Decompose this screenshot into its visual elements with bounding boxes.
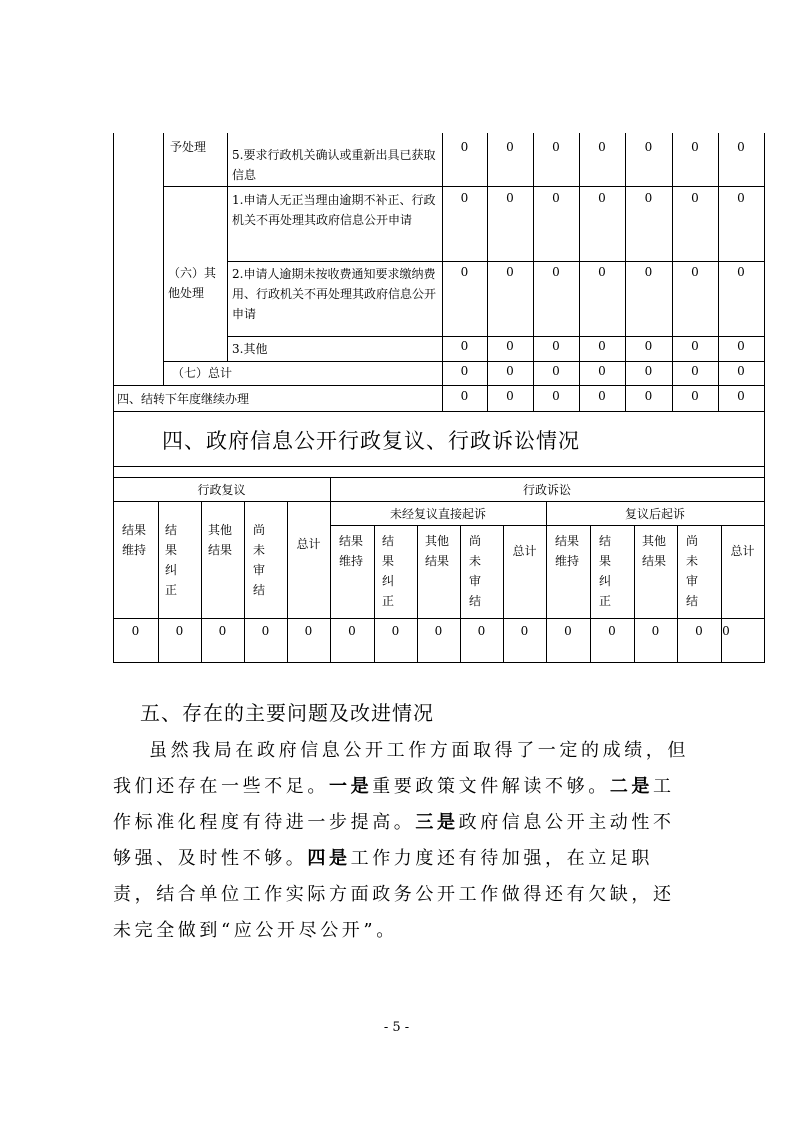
value-cell: 0 (737, 140, 745, 154)
value-cell: 0 (564, 624, 572, 638)
value-cell: 0 (506, 339, 514, 353)
header-review: 行政复议 (197, 483, 246, 497)
page-number: - 5 - (383, 1020, 410, 1035)
value-cell: 0 (598, 339, 606, 353)
value-cell: 0 (552, 389, 560, 403)
point-one-text: 重要政策文件解读不够。 (372, 776, 610, 797)
header-litigation: 行政诉讼 (522, 483, 571, 497)
col-header-total: 总计 (730, 544, 755, 558)
value-cell: 0 (552, 265, 560, 279)
col-header-pending: 尚未审结 (469, 534, 482, 608)
value-cell: 0 (348, 624, 356, 638)
value-cell: 0 (737, 265, 745, 279)
value-cell: 0 (506, 191, 514, 205)
value-cell: 0 (506, 389, 514, 403)
row-label: 2.申请人逾期未按收费通知要求缴纳费用、行政机关不再处理其政府信息公开申请 (232, 267, 437, 321)
row-label-total: （七）总计 (172, 366, 233, 380)
value-cell: 0 (598, 364, 606, 378)
header-after-review: 复议后起诉 (624, 507, 685, 521)
point-two-label: 二是 (609, 776, 654, 797)
row-label-carryover: 四、结转下年度继续办理 (117, 392, 250, 406)
section5-paragraph (113, 733, 693, 949)
col-header-maintain: 结果维持 (122, 523, 147, 557)
value-cell: 0 (644, 140, 653, 154)
value-cell: 0 (460, 364, 469, 378)
col-header-other: 其他结果 (208, 523, 233, 557)
value-cell: 0 (644, 364, 653, 378)
value-cell: 0 (261, 624, 270, 638)
value-cell: 0 (691, 191, 699, 205)
value-cell: 0 (506, 265, 514, 279)
value-cell: 0 (460, 339, 469, 353)
value-cell: 0 (552, 191, 560, 205)
col-header-pending: 尚未审结 (686, 534, 699, 608)
value-cell: 0 (598, 265, 606, 279)
point-four-text: 工作力度还有待加强，在立足职责，结合单位工作实际方面政务公开工作做得还有欠缺，还未完全做到“应公开尽公开”。 (113, 848, 675, 941)
col-header-other: 其他结果 (642, 534, 667, 568)
value-cell: 0 (695, 624, 703, 638)
row-label: 3.其他 (232, 342, 268, 356)
col-header-correct: 结果纠正 (599, 534, 612, 608)
row-label: 5.要求行政机关确认或重新出具已获取信息 (232, 148, 436, 182)
value-cell: 0 (691, 339, 699, 353)
header-direct-suit: 未经复议直接起诉 (389, 507, 486, 521)
col-header-other: 其他结果 (425, 534, 450, 568)
point-three-label: 三是 (415, 812, 459, 833)
value-cell: 0 (460, 265, 469, 279)
col-header-pending: 尚未审结 (253, 523, 266, 597)
value-cell: 0 (651, 624, 660, 638)
group-label-yu-chuli: 予处理 (170, 140, 207, 154)
group-label-other-processing: （六）其他处理 (168, 266, 217, 300)
section5-heading: 五、存在的主要问题及改进情况 (140, 701, 434, 725)
value-cell: 0 (434, 624, 443, 638)
point-two-text: 工作标准化程度有待进一步提高。 (113, 776, 675, 833)
value-cell: 0 (477, 624, 486, 638)
value-cell: 0 (552, 140, 560, 154)
point-one-label: 一是 (329, 776, 373, 797)
value-cell: 0 (520, 624, 529, 638)
value-cell: 0 (644, 339, 653, 353)
col-header-correct: 结果纠正 (382, 534, 395, 608)
value-cell: 0 (644, 191, 653, 205)
value-cell: 0 (598, 140, 606, 154)
value-cell: 0 (131, 624, 140, 638)
value-cell: 0 (598, 191, 606, 205)
value-cell: 0 (691, 140, 699, 154)
value-cell: 0 (552, 339, 560, 353)
value-cell: 0 (691, 389, 699, 403)
value-cell: 0 (304, 624, 313, 638)
value-cell: 0 (644, 265, 653, 279)
section4-heading: 四、政府信息公开行政复议、行政诉讼情况 (162, 429, 580, 453)
value-cell: 0 (552, 364, 560, 378)
col-header-total: 总计 (296, 537, 321, 551)
point-three-text: 政府信息公开主动性不够强、及时性不够。 (113, 812, 675, 869)
value-cell: 0 (691, 364, 699, 378)
value-cell: 0 (175, 624, 184, 638)
col-header-total: 总计 (512, 544, 537, 558)
value-cell: 0 (691, 265, 699, 279)
value-cell: 0 (737, 389, 745, 403)
value-cell: 0 (460, 140, 469, 154)
point-four-label: 四是 (307, 848, 351, 869)
value-cell: 0 (737, 339, 745, 353)
value-cell: 0 (644, 389, 653, 403)
value-cell: 0 (218, 624, 227, 638)
value-cell: 0 (506, 364, 514, 378)
col-header-maintain: 结果维持 (339, 534, 364, 568)
value-cell: 0 (506, 140, 514, 154)
value-cell: 0 (608, 624, 616, 638)
value-cell: 0 (460, 191, 469, 205)
value-cell: 0 (598, 389, 606, 403)
value-cell: 0 (737, 364, 745, 378)
intro-text: 虽然我局在政府信息公开工作方面取得了一定的成绩，但我们还存在一些不足。 (113, 740, 689, 797)
value-cell: 0 (722, 624, 730, 638)
value-cell: 0 (460, 389, 469, 403)
col-header-correct: 结果纠正 (165, 523, 178, 597)
col-header-maintain: 结果维持 (555, 534, 580, 568)
value-cell: 0 (391, 624, 400, 638)
value-cell: 0 (737, 191, 745, 205)
row-label: 1.申请人无正当理由逾期不补正、行政机关不再处理其政府信息公开申请 (232, 193, 436, 227)
